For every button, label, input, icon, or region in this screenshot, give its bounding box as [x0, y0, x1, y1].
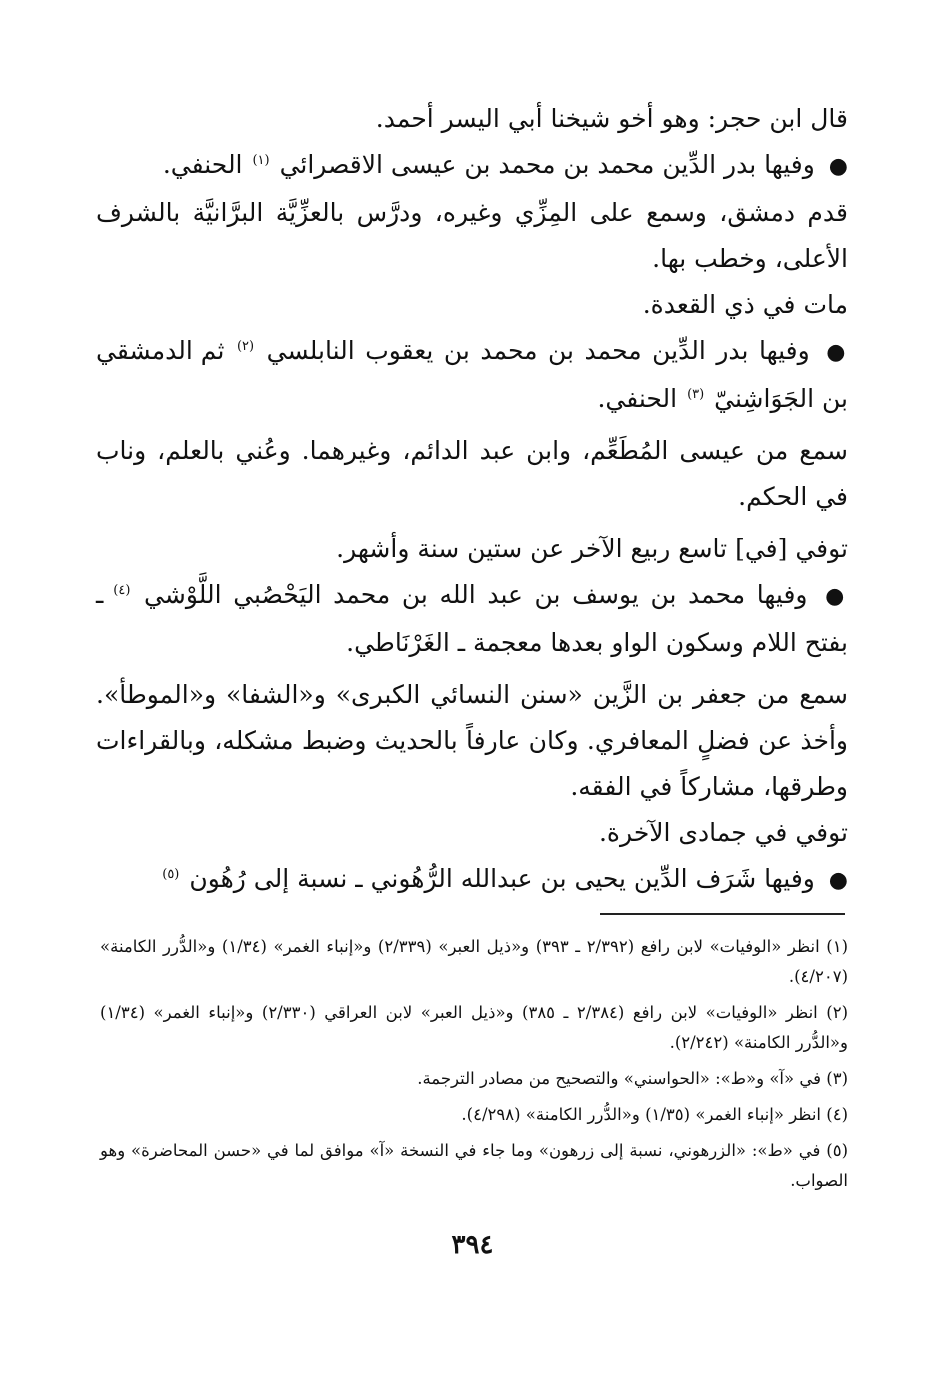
entry-text-end: ـ بفتح اللام وسكون الواو بعدها معجمة ـ الغَرْنَاطي. [96, 580, 848, 657]
entry-badr-nabulsi [96, 328, 848, 422]
entry-rahuni [96, 856, 848, 904]
bullet-icon: ● [828, 154, 848, 179]
footnote-ref-2[interactable]: (٢) [236, 339, 255, 354]
entry-text-mid: ثم الدمشقي بن الجَوَاشِنيّ [96, 336, 848, 413]
footnote-ref-4[interactable]: (٤) [113, 583, 131, 598]
paragraph-sami-min-isa: سمع من عيسى المُطَعِّم، وابن عبد الدائم، وغيرهما. وعُني بالعلم، وناب في الحكم. [96, 436, 848, 511]
paragraph-death-jumada: توفي في جمادى الآخرة. [598, 818, 848, 847]
entry-badr-aqsarai [96, 142, 848, 190]
footnote-ref-3[interactable]: (٣) [687, 387, 705, 402]
paragraph-death-rabi: توفي [في] تاسع ربيع الآخر عن ستين سنة وأشهر. [336, 534, 848, 563]
entry-text: وفيها محمد بن يوسف بن عبد الله بن محمد اليَحْصُبي اللَّوْشي [144, 580, 808, 609]
page-number: ٣٩٤ [451, 1230, 494, 1260]
footnotes [100, 932, 848, 1202]
entry-lawshi [96, 572, 848, 666]
footnote-2: (٢) انظر «الوفيات» لابن رافع (٢/٣٨٤ ـ ٣٨٥) و«ذيل العبر» لابن العراقي (٢/٣٣٠) و«إنباء الغمر» (١/٣٤) و«الدُّرر الكامنة» (٢/٢٤٢). [100, 1003, 848, 1052]
footnote-divider [600, 913, 845, 915]
bullet-icon: ● [828, 868, 848, 893]
footnote-1: (١) انظر «الوفيات» لابن رافع (٢/٣٩٢ ـ ٣٩٣) و«ذيل العبر» (٢/٣٣٩) و«إنباء الغمر» (١/٣٤) و«الدُّرر الكامنة» (٤/٢٠٧). [100, 937, 849, 986]
paragraph-damascus: قدم دمشق، وسمع على المِزِّي وغيره، ودرَّس بالعزِّيَّة البرَّانيَّة بالشرف الأعلى، وخطب بها. [96, 198, 848, 273]
main-text [96, 96, 848, 904]
bullet-icon: ● [825, 584, 848, 609]
footnote-3: (٣) في «آ» و«ط»: «الحواسني» والتصحيح من مصادر الترجمة. [417, 1069, 848, 1088]
entry-text-end: الحنفي. [162, 150, 243, 179]
paragraph-jafar: سمع من جعفر بن الزَّين «سنن النسائي الكبرى» و«الشفا» و«الموطأ». وأخذ عن فضلٍ المعافري. وكان عارفاً بالحديث وضبط مشكله، وبالقراءات وطرقها، مشاركاً في الفقه. [96, 680, 848, 801]
paragraph-ibn-hajar: قال ابن حجر: وهو أخو شيخنا أبي اليسر أحمد. [375, 104, 848, 133]
entry-text: وفيها بدر الدِّين محمد بن محمد بن يعقوب النابلسي [266, 336, 810, 365]
paragraph-death-qada: مات في ذي القعدة. [642, 290, 848, 319]
bullet-icon: ● [826, 340, 849, 365]
entry-text-end: الحنفي. [597, 384, 678, 413]
footnote-4: (٤) انظر «إنباء الغمر» (١/٣٥) و«الدُّرر الكامنة» (٤/٢٩٨). [461, 1105, 848, 1124]
footnote-ref-1[interactable]: (١) [252, 153, 270, 168]
entry-text: وفيها بدر الدِّين محمد بن محمد بن عيسى الاقصرائي [279, 150, 815, 179]
entry-text: وفيها شَرَف الدِّين يحيى بن عبدالله الرُّهُوني ـ نسبة إلى رُهُون [189, 864, 815, 893]
footnote-ref-5[interactable]: (٥) [162, 867, 180, 882]
footnote-5: (٥) في «ط»: «الزرهوني، نسبة إلى زرهون» وما جاء في النسخة «آ» موافق لما في «حسن المحاضرة» وهو الصواب. [100, 1141, 848, 1190]
